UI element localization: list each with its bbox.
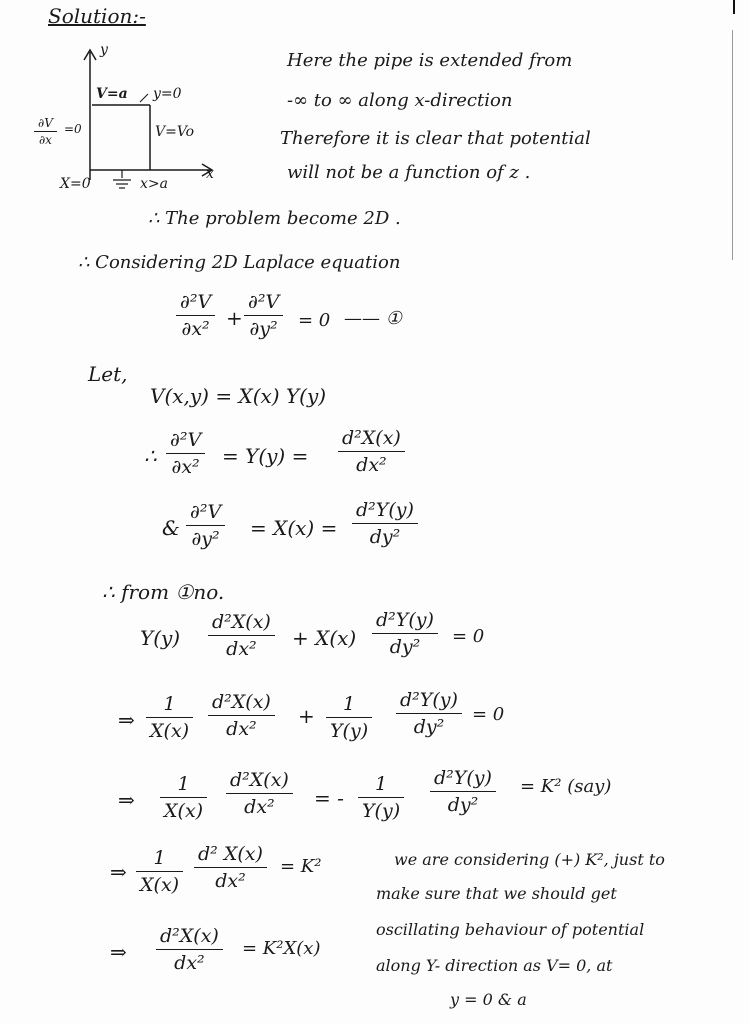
step2-c1-num: 1: [163, 693, 176, 715]
diagram-left-eq: =0: [64, 122, 82, 136]
diagram-top-right-label: y=0: [153, 86, 182, 102]
step4-c1-den: X(x): [140, 874, 180, 896]
diagram-y-axis-label: y: [100, 42, 108, 58]
step4-frac-a: [194, 842, 267, 893]
step2-a-num: d²X(x): [212, 691, 271, 713]
note-line-2: make sure that we should get: [376, 884, 617, 903]
step4-c1-num: 1: [153, 847, 166, 869]
d2x-lead: ∴: [144, 444, 157, 468]
step5-a-den: dx²: [174, 952, 205, 974]
step2-plus: +: [298, 704, 315, 728]
step1-frac-b: [372, 608, 438, 659]
step3-eq: = -: [314, 786, 344, 810]
step2-arrow: ⇒: [118, 708, 135, 732]
page-edge-mark: [733, 0, 735, 14]
d2x-rhs-den: dx²: [356, 454, 387, 476]
note-line-5: y = 0 & a: [450, 990, 527, 1009]
d2y-lhs: [186, 500, 225, 551]
step4-a-den: dx²: [215, 870, 246, 892]
laplace-equation-tag: —— ①: [344, 308, 402, 329]
step3-a-den: dx²: [244, 796, 275, 818]
intro-line-2: -∞ to ∞ along x-direction: [287, 90, 513, 111]
laplace-t2-num: ∂²V: [248, 291, 280, 313]
diagram-right-label: V=Vo: [155, 124, 195, 140]
step1-b-den: dy²: [389, 636, 421, 658]
page-edge-line: [732, 30, 733, 260]
step3-a-num: d²X(x): [230, 769, 289, 791]
d2y-rhs-den: dy²: [369, 526, 401, 548]
laplace-t1-den: ∂x²: [181, 318, 210, 340]
laplace-t1-num: ∂²V: [180, 291, 212, 313]
laplace-t2-den: ∂y²: [249, 318, 278, 340]
step3-frac-a: [226, 768, 293, 819]
step3-c1-num: 1: [177, 773, 190, 795]
step2-c1-den: X(x): [150, 720, 190, 742]
step2-c2-den: Y(y): [330, 720, 369, 742]
laplace-rhs: = 0: [298, 310, 331, 331]
step3-coef-1: [160, 772, 207, 823]
note-line-4: along Y- direction as V= 0, at: [376, 956, 613, 975]
step5-frac-a: [156, 924, 223, 975]
note-line-1: we are considering (+) K², just to: [394, 850, 665, 869]
step1-a-den: dx²: [226, 638, 257, 660]
diagram-origin-label: X=0: [60, 176, 91, 192]
d2y-lhs-den: ∂y²: [191, 528, 220, 550]
d2y-rhs: [352, 498, 418, 549]
step3-c1-den: X(x): [164, 800, 204, 822]
step3-coef-2: [358, 772, 404, 823]
diagram-x-axis-label: x: [206, 166, 214, 182]
step1-mid: + X(x): [292, 626, 357, 650]
step2-coef-1: [146, 692, 193, 743]
laplace-term-1: [176, 290, 215, 341]
diagram-left-num: ∂V: [38, 116, 53, 130]
from-equation-line: ∴ from ①no.: [102, 580, 225, 604]
step3-arrow: ⇒: [118, 788, 135, 812]
intro-line-3: Therefore it is clear that potential: [280, 128, 591, 149]
diagram-left-boundary: [34, 116, 57, 147]
diagram-top-label: V=a: [96, 86, 128, 102]
d2x-lhs: [166, 428, 205, 479]
step2-coef-2: [326, 692, 372, 743]
step5-arrow: ⇒: [110, 940, 127, 964]
step2-b-den: dy²: [413, 716, 445, 738]
solution-heading: Solution:-: [48, 4, 146, 28]
pipe-cross-section-diagram: [0, 0, 260, 210]
separation-of-variables: V(x,y) = X(x) Y(y): [150, 384, 327, 408]
laplace-plus: +: [226, 306, 243, 330]
step3-c2-den: Y(y): [362, 800, 401, 822]
step2-c2-num: 1: [343, 693, 356, 715]
step3-frac-b: [430, 766, 496, 817]
let-label: Let,: [88, 362, 128, 386]
d2y-eq: = X(x) =: [250, 516, 338, 540]
d2y-rhs-num: d²Y(y): [356, 499, 414, 521]
step3-b-den: dy²: [447, 794, 479, 816]
diagram-bottom-label: x>a: [140, 176, 168, 192]
d2x-eq: = Y(y) =: [222, 444, 309, 468]
step4-rhs: = K²: [280, 856, 322, 877]
step2-rhs: = 0: [472, 704, 505, 725]
step4-coef-1: [136, 846, 183, 897]
step2-b-num: d²Y(y): [400, 689, 458, 711]
step1-b-num: d²Y(y): [376, 609, 434, 631]
d2x-rhs-num: d²X(x): [342, 427, 401, 449]
intro-line-1: Here the pipe is extended from: [287, 50, 573, 71]
problem-2d-line: ∴ The problem become 2D .: [148, 208, 401, 229]
step3-c2-num: 1: [375, 773, 388, 795]
step1-rhs: = 0: [452, 626, 485, 647]
step3-rhs: = K² (say): [520, 776, 612, 797]
step2-frac-b: [396, 688, 462, 739]
step4-arrow: ⇒: [110, 860, 127, 884]
step5-rhs: = K²X(x): [242, 938, 321, 959]
step5-a-num: d²X(x): [160, 925, 219, 947]
step2-a-den: dx²: [226, 718, 257, 740]
diagram-left-den: ∂x: [38, 133, 52, 147]
step1-a-num: d²X(x): [212, 611, 271, 633]
d2x-lhs-num: ∂²V: [170, 429, 202, 451]
note-line-3: oscillating behaviour of potential: [376, 920, 645, 939]
d2x-lhs-den: ∂x²: [171, 456, 200, 478]
d2y-lead: &: [162, 516, 180, 540]
step1-lead: Y(y): [140, 626, 181, 650]
step1-frac-a: [208, 610, 275, 661]
d2y-lhs-num: ∂²V: [190, 501, 222, 523]
step4-a-num: d² X(x): [198, 843, 263, 865]
intro-line-4: will not be a function of z .: [287, 162, 531, 183]
step3-b-num: d²Y(y): [434, 767, 492, 789]
considering-line: ∴ Considering 2D Laplace equation: [78, 252, 401, 273]
step2-frac-a: [208, 690, 275, 741]
laplace-term-2: [244, 290, 283, 341]
d2x-rhs: [338, 426, 405, 477]
